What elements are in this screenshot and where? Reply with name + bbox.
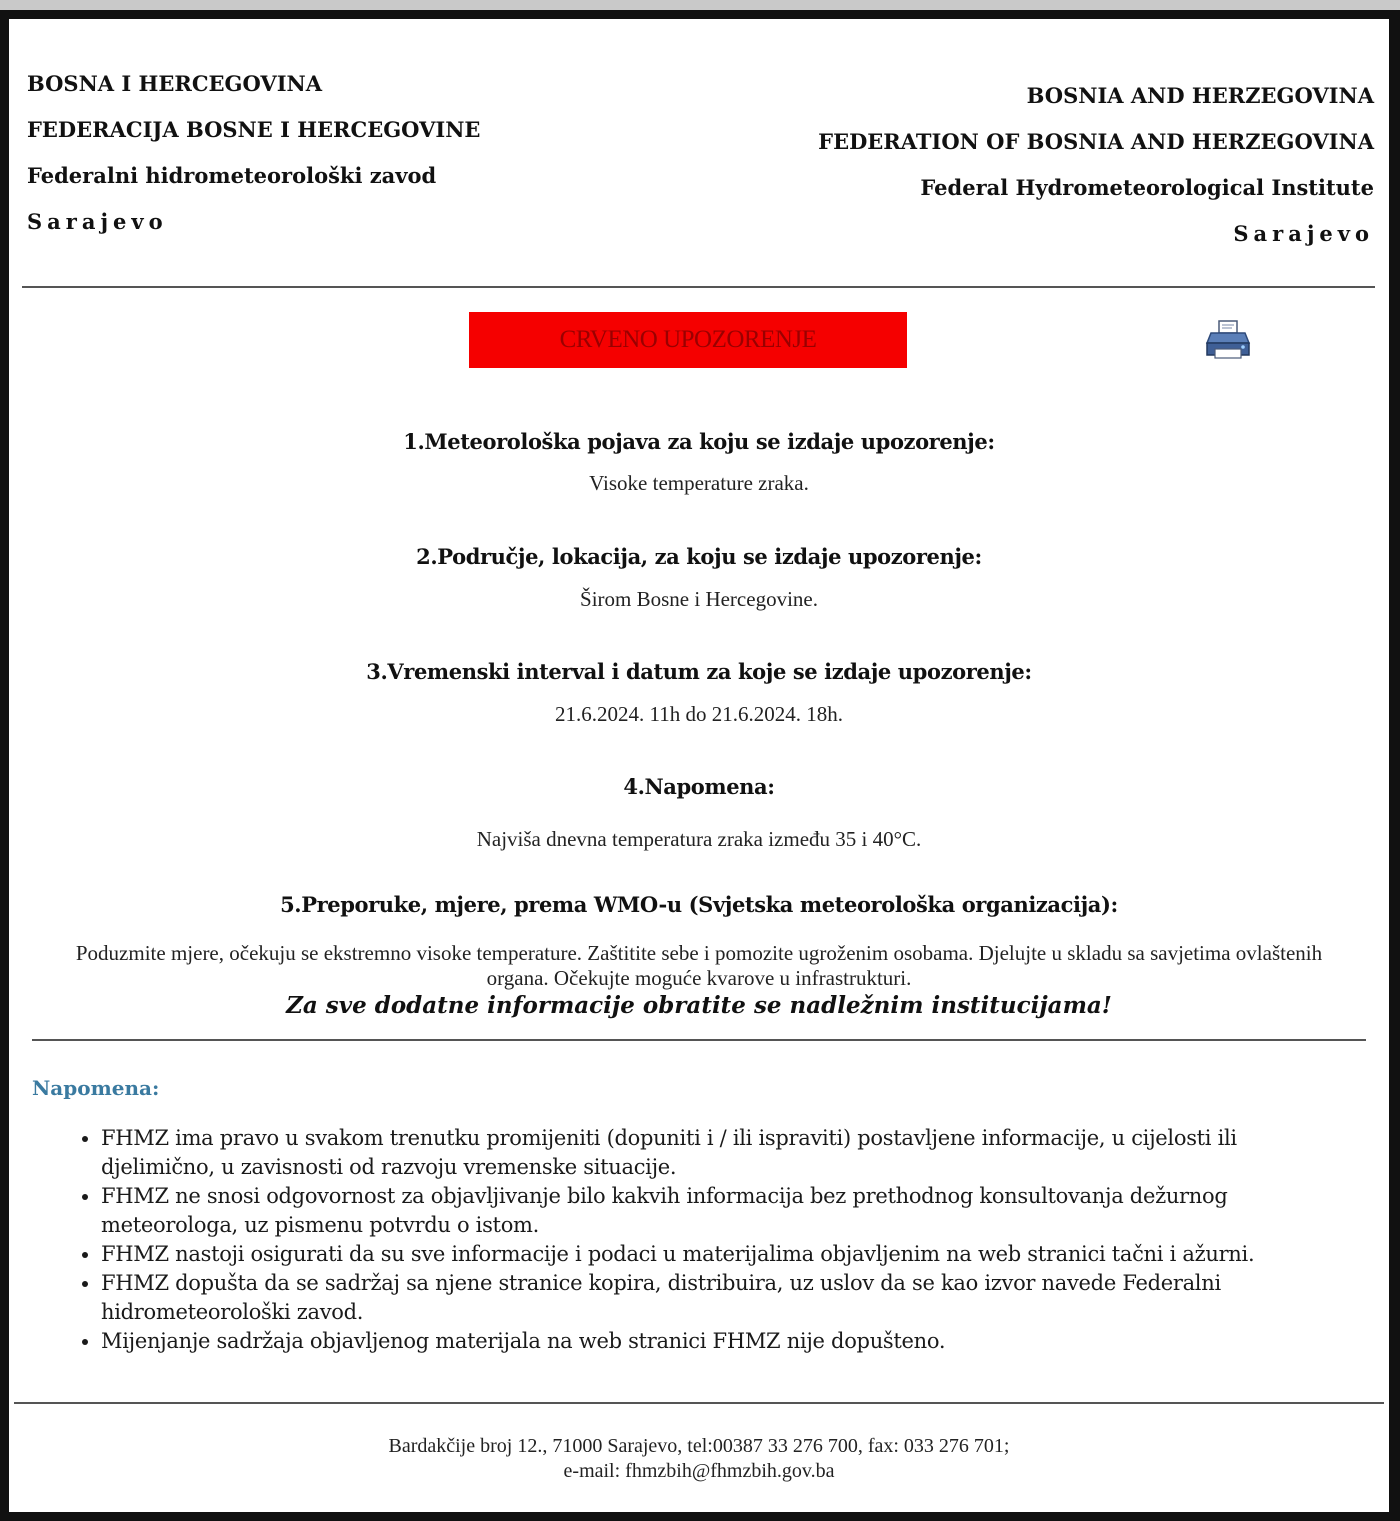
closing-statement: Za sve dodatne informacije obratite se nadležnim institucijama! (286, 992, 1112, 1019)
footer-divider (14, 1402, 1384, 1404)
footer-contact (9, 1434, 1389, 1484)
document-frame (0, 10, 1400, 1521)
header-left-federation: FEDERACIJA BOSNE I HERCEGOVINE (27, 117, 481, 142)
section-5-body: Poduzmite mjere, očekuju se ekstremno visoke temperature. Zaštitite sebe i pomozite ugroženim osobama. Djelujte u skladu sa savjetima ovlaštenih organa. Očekujte moguće kvarove u infrastrukturi. (75, 941, 1323, 990)
document-page (9, 19, 1389, 1512)
notes-list-item: • Mijenjanje sadržaja objavljenog materijala na web stranici FHMZ nije dopušteno. (101, 1327, 1341, 1356)
section-1-title: 1.Meteorološka pojava za koju se izdaje upozorenje: (403, 429, 995, 454)
section-2-title: 2.Područje, lokacija, za koju se izdaje upozorenje: (416, 544, 982, 569)
notes-list-item: • FHMZ ima pravo u svakom trenutku promijeniti (dopuniti i / ili ispraviti) postavljene informacije, u cijelosti ili djelimično, u zavisnosti od razvoju vremenske situacije. (101, 1124, 1341, 1182)
footer-email: e-mail: fhmzbih@fhmzbih.gov.ba (563, 1460, 835, 1482)
header-right-country: BOSNIA AND HERZEGOVINA (1026, 83, 1374, 108)
section-5-title: 5.Preporuke, mjere, prema WMO-u (Svjetska meteorološka organizacija): (280, 892, 1118, 917)
footer-address: Bardakčije broj 12., 71000 Sarajevo, tel:00387 33 276 700, fax: 033 276 701; (388, 1435, 1010, 1457)
section-4-title: 4.Napomena: (623, 774, 775, 799)
section-1-body: Visoke temperature zraka. (589, 471, 809, 495)
header-divider (22, 286, 1375, 288)
section-3-body: 21.6.2024. 11h do 21.6.2024. 18h. (555, 702, 843, 726)
header-left-country: BOSNA I HERCEGOVINA (27, 71, 323, 96)
section-4-body: Najviša dnevna temperatura zraka između 35 i 40°C. (476, 827, 922, 851)
notes-title: Napomena: (32, 1076, 160, 1100)
header-left (27, 61, 480, 245)
header-right-federation: FEDERATION OF BOSNIA AND HERZEGOVINA (818, 129, 1374, 154)
header-right (818, 73, 1374, 257)
section-3-title: 3.Vremenski interval i datum za koje se izdaje upozorenje: (366, 659, 1032, 684)
notes-list-item: • FHMZ nastoji osigurati da su sve informacije i podaci u materijalima objavljenim na web stranici tačni i ažurni. (101, 1240, 1341, 1269)
notes-list-item: • FHMZ dopušta da se sadržaj sa njene stranice kopira, distribuira, uz uslov da se kao izvor navede Federalni hidrometeorološki zavod. (101, 1269, 1341, 1327)
header-right-city: Sarajevo (1233, 221, 1374, 246)
header-left-institute: Federalni hidrometeorološki zavod (27, 163, 437, 188)
header-left-city: Sarajevo (27, 209, 168, 234)
red-warning-banner: CRVENO UPOZORENJE (469, 312, 907, 368)
content-divider (32, 1039, 1366, 1041)
notes-list (73, 1124, 1341, 1356)
header-right-institute: Federal Hydrometeorological Institute (920, 175, 1374, 200)
section-2-body: Širom Bosne i Hercegovine. (580, 587, 818, 611)
printer-icon[interactable] (1205, 319, 1253, 361)
notes-list-item: • FHMZ ne snosi odgovornost za objavljivanje bilo kakvih informacija bez prethodnog konsultovanja dežurnog meteorologa, uz pismenu potvrdu o istom. (101, 1182, 1341, 1240)
